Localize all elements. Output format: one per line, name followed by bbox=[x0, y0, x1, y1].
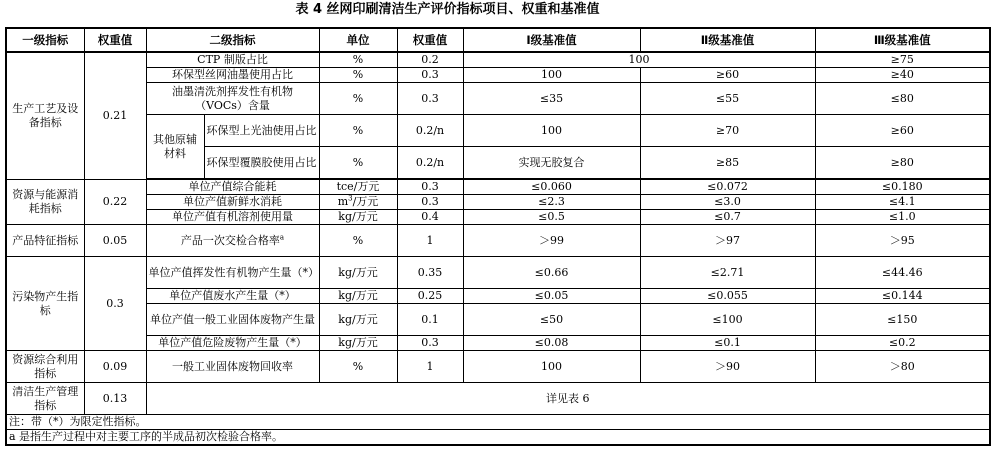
weight-cell: 0.3 bbox=[397, 68, 463, 83]
secondary-indicator: 环保型上光油使用占比 bbox=[204, 115, 319, 147]
weight-cell: 0.3 bbox=[397, 180, 463, 195]
level-cell: ≤80 bbox=[815, 83, 990, 115]
table-row bbox=[6, 68, 990, 83]
level-cell: 100 bbox=[463, 68, 640, 83]
primary-weight: 0.3 bbox=[84, 257, 146, 351]
level-cell: ≥40 bbox=[815, 68, 990, 83]
unit-text: m bbox=[337, 195, 349, 208]
unit-cell: kg/万元 bbox=[319, 304, 397, 336]
unit-cell: kg/万元 bbox=[319, 210, 397, 225]
primary-indicator: 污染物产生指标 bbox=[6, 257, 84, 351]
secondary-indicator: 一般工业固体废物回收率 bbox=[146, 351, 319, 383]
table-row bbox=[6, 115, 990, 147]
level-cell: ≤0.66 bbox=[463, 257, 640, 289]
secondary-indicator: 环保型丝网油墨使用占比 bbox=[146, 68, 319, 83]
header-cell: Ⅱ级基准值 bbox=[640, 28, 815, 52]
unit-cell: % bbox=[319, 52, 397, 68]
level-cell: ≤3.0 bbox=[640, 195, 815, 210]
level-cell: ≤55 bbox=[640, 83, 815, 115]
unit-cell: % bbox=[319, 225, 397, 257]
unit-cell: kg/万元 bbox=[319, 336, 397, 351]
table-row bbox=[6, 257, 990, 289]
unit-cell bbox=[319, 195, 397, 210]
table-row bbox=[6, 210, 990, 225]
table-row bbox=[6, 289, 990, 304]
level-cell: ≤0.08 bbox=[463, 336, 640, 351]
level-cell: ≤44.46 bbox=[815, 257, 990, 289]
secondary-indicator: 单位产值废水产生量（*） bbox=[146, 289, 319, 304]
level-cell: ≤150 bbox=[815, 304, 990, 336]
secondary-indicator: 单位产值有机溶剂使用量 bbox=[146, 210, 319, 225]
secondary-indicator: 单位产值综合能耗 bbox=[146, 180, 319, 195]
table-row bbox=[6, 336, 990, 351]
weight-cell: 0.2 bbox=[397, 52, 463, 68]
header-cell: Ⅲ级基准值 bbox=[815, 28, 990, 52]
level-cell: ≤0.1 bbox=[640, 336, 815, 351]
level-cell: ≥60 bbox=[640, 68, 815, 83]
level-cell: ＞97 bbox=[640, 225, 815, 257]
weight-cell: 0.1 bbox=[397, 304, 463, 336]
unit-cell: % bbox=[319, 115, 397, 147]
unit-cell: kg/万元 bbox=[319, 257, 397, 289]
level-cell: ≤0.5 bbox=[463, 210, 640, 225]
table-title: 表 4 丝网印刷清洁生产评价指标项目、权重和基准值 bbox=[295, 2, 600, 17]
weight-cell: 0.2/n bbox=[397, 115, 463, 147]
table-row bbox=[6, 83, 990, 115]
secondary-indicator: 油墨清洗剂挥发性有机物（VOCs）含量 bbox=[146, 83, 319, 115]
level-cell: ≥75 bbox=[815, 52, 990, 68]
weight-cell: 0.2/n bbox=[397, 147, 463, 179]
level-cell: ＞99 bbox=[463, 225, 640, 257]
unit-text: /万元 bbox=[352, 195, 379, 208]
header-row bbox=[6, 28, 990, 52]
indicator-table bbox=[5, 27, 991, 446]
level-cell: ≤0.180 bbox=[815, 180, 990, 195]
level-cell: ≥85 bbox=[640, 147, 815, 179]
header-cell: Ⅰ级基准值 bbox=[463, 28, 640, 52]
primary-weight: 0.09 bbox=[84, 351, 146, 383]
table-row bbox=[6, 180, 990, 195]
unit-cell: tce/万元 bbox=[319, 180, 397, 195]
level-cell: ≤50 bbox=[463, 304, 640, 336]
weight-cell: 0.35 bbox=[397, 257, 463, 289]
level-cell: ≤2.3 bbox=[463, 195, 640, 210]
secondary-indicator: 单位产值危险废物产生量（*） bbox=[146, 336, 319, 351]
level-cell: ≤2.71 bbox=[640, 257, 815, 289]
level-cell: ≤35 bbox=[463, 83, 640, 115]
header-cell: 权重值 bbox=[397, 28, 463, 52]
secondary-indicator bbox=[146, 225, 319, 257]
level-cell: ＞80 bbox=[815, 351, 990, 383]
table-row bbox=[6, 383, 990, 415]
level-cell: ≤0.072 bbox=[640, 180, 815, 195]
unit-cell: % bbox=[319, 147, 397, 179]
secondary-indicator: 单位产值挥发性有机物产生量（*） bbox=[146, 257, 319, 289]
footnote-mark: a bbox=[279, 232, 285, 241]
primary-indicator: 资源与能源消耗指标 bbox=[6, 180, 84, 225]
unit-superscript: 3 bbox=[348, 194, 353, 203]
note-row bbox=[6, 415, 990, 430]
level-cell: 实现无胶复合 bbox=[463, 147, 640, 179]
header-cell: 二级指标 bbox=[146, 28, 319, 52]
level-cell: ≥60 bbox=[815, 115, 990, 147]
level-cell: 100 bbox=[463, 52, 815, 68]
weight-cell: 0.3 bbox=[397, 336, 463, 351]
weight-cell: 0.25 bbox=[397, 289, 463, 304]
primary-indicator: 清洁生产管理指标 bbox=[6, 383, 84, 415]
note-row bbox=[6, 430, 990, 446]
indicator-text: 产品一次交检合格率 bbox=[180, 233, 280, 247]
footnote: a 是指生产过程中对主要工序的半成品初次检验合格率。 bbox=[6, 430, 990, 446]
level-cell: ≤100 bbox=[640, 304, 815, 336]
primary-weight: 0.13 bbox=[84, 383, 146, 415]
secondary-indicator: CTP 制版占比 bbox=[146, 52, 319, 68]
secondary-indicator: 单位产值一般工业固体废物产生量 bbox=[146, 304, 319, 336]
unit-cell: % bbox=[319, 351, 397, 383]
reference-cell: 详见表 6 bbox=[146, 383, 990, 415]
primary-weight: 0.05 bbox=[84, 225, 146, 257]
table-row bbox=[6, 52, 990, 68]
primary-indicator: 资源综合利用指标 bbox=[6, 351, 84, 383]
weight-cell: 0.4 bbox=[397, 210, 463, 225]
primary-indicator: 产品特征指标 bbox=[6, 225, 84, 257]
level-cell: ≤4.1 bbox=[815, 195, 990, 210]
header-cell: 单位 bbox=[319, 28, 397, 52]
weight-cell: 1 bbox=[397, 351, 463, 383]
secondary-indicator: 单位产值新鲜水消耗 bbox=[146, 195, 319, 210]
level-cell: ≥70 bbox=[640, 115, 815, 147]
level-cell: ≤0.7 bbox=[640, 210, 815, 225]
level-cell: 100 bbox=[463, 115, 640, 147]
sub-group-label: 其他原辅材料 bbox=[146, 115, 204, 179]
table-row bbox=[6, 304, 990, 336]
header-cell: 权重值 bbox=[84, 28, 146, 52]
primary-weight: 0.22 bbox=[84, 180, 146, 225]
level-cell: 100 bbox=[463, 351, 640, 383]
footnote: 注：带（*）为限定性指标。 bbox=[6, 415, 990, 430]
level-cell: ≤1.0 bbox=[815, 210, 990, 225]
level-cell: ≤0.060 bbox=[463, 180, 640, 195]
table-row bbox=[6, 195, 990, 210]
level-cell: ≤0.05 bbox=[463, 289, 640, 304]
weight-cell: 0.3 bbox=[397, 83, 463, 115]
weight-cell: 1 bbox=[397, 225, 463, 257]
level-cell: ≥80 bbox=[815, 147, 990, 179]
unit-cell: % bbox=[319, 83, 397, 115]
secondary-indicator: 环保型覆膜胶使用占比 bbox=[204, 147, 319, 179]
level-cell: ≤0.2 bbox=[815, 336, 990, 351]
level-cell: ＞90 bbox=[640, 351, 815, 383]
unit-cell: kg/万元 bbox=[319, 289, 397, 304]
unit-cell: % bbox=[319, 68, 397, 83]
level-cell: ≤0.144 bbox=[815, 289, 990, 304]
weight-cell: 0.3 bbox=[397, 195, 463, 210]
primary-indicator: 生产工艺及设备指标 bbox=[6, 52, 84, 180]
table-row bbox=[6, 225, 990, 257]
primary-weight: 0.21 bbox=[84, 52, 146, 180]
level-cell: ≤0.055 bbox=[640, 289, 815, 304]
table-row bbox=[6, 351, 990, 383]
header-cell: 一级指标 bbox=[6, 28, 84, 52]
level-cell: ＞95 bbox=[815, 225, 990, 257]
